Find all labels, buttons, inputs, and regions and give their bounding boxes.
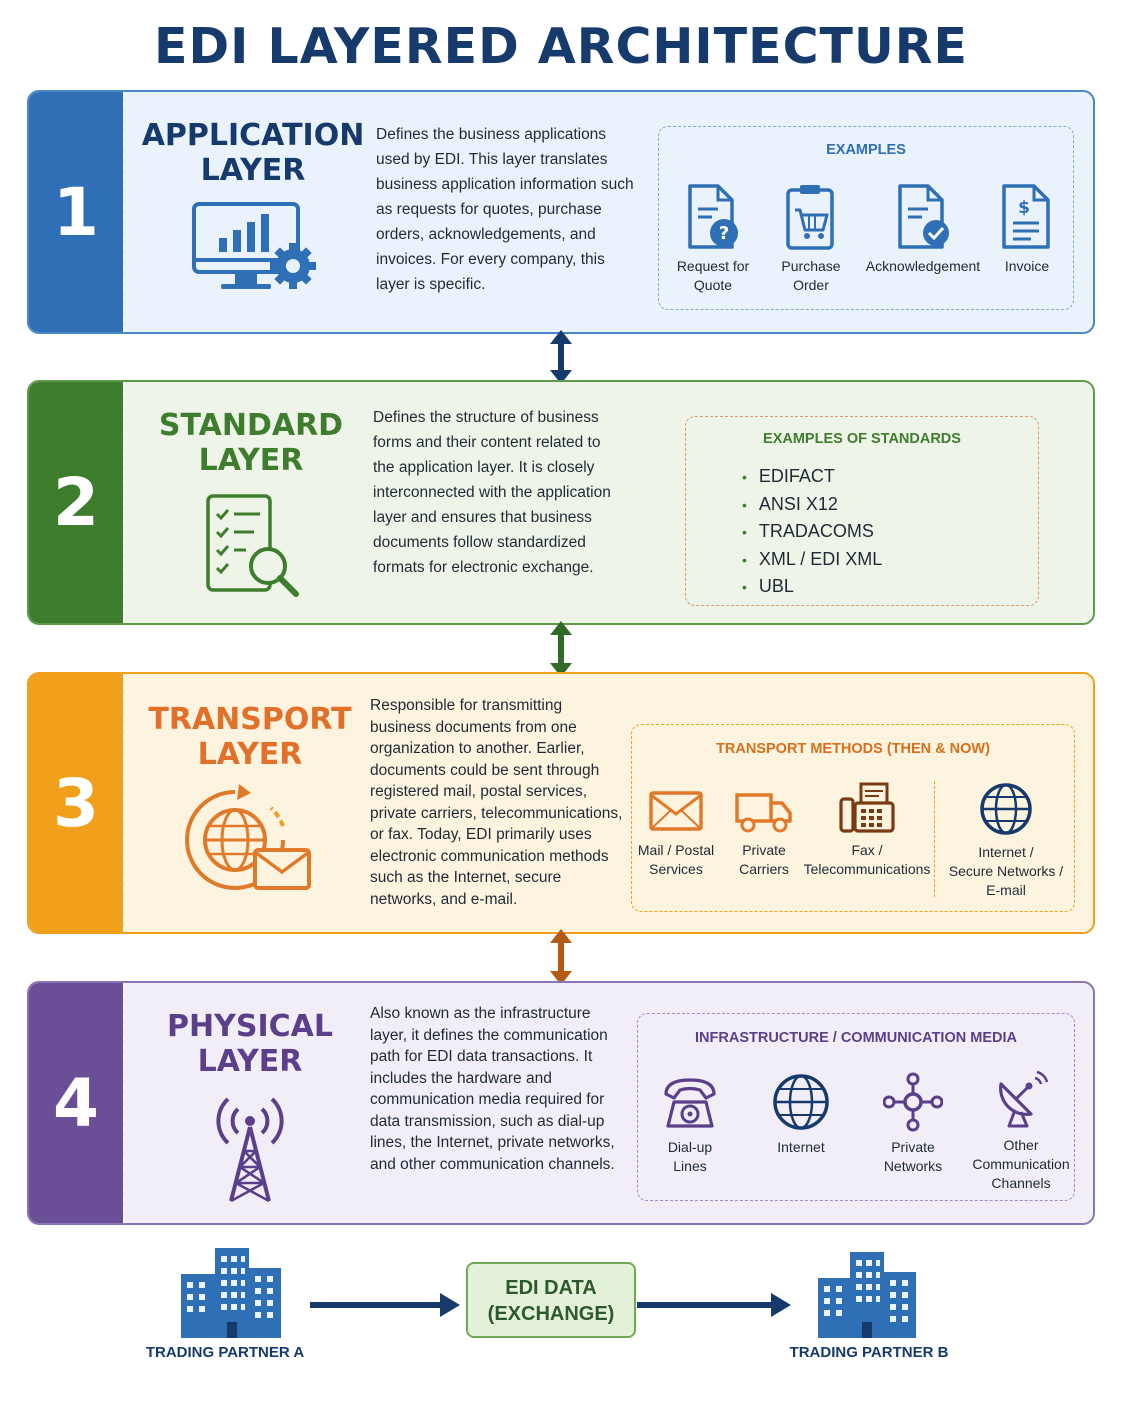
document-question-icon: [684, 183, 742, 251]
monitor-chart-gear-icon: [189, 198, 319, 298]
trading-partner-a-label: TRADING PARTNER A: [145, 1344, 305, 1361]
method-label: Fax /: [851, 842, 883, 858]
infrastructure-box: [637, 1013, 1075, 1201]
document-check-icon: [894, 183, 952, 251]
list-item: • XML / EDI XML: [742, 546, 882, 574]
example-label: Acknowledgement: [865, 258, 981, 274]
media-internet: [756, 1072, 846, 1157]
office-building-icon: [175, 1244, 285, 1338]
layer-number-2: 2: [29, 382, 123, 623]
method-label: Services: [649, 861, 703, 877]
media-dial-up: [648, 1072, 732, 1176]
media-label: Internet: [777, 1139, 825, 1155]
method-label: E-mail: [986, 882, 1026, 898]
divider: [123, 382, 125, 623]
list-item: • ANSI X12: [742, 491, 882, 519]
list-item: • EDIFACT: [742, 463, 882, 491]
method-fax: [802, 781, 932, 879]
layer-number-3: 3: [29, 674, 123, 932]
media-other-channels: [968, 1070, 1074, 1193]
method-internet: [938, 781, 1074, 900]
example-label: Request for: [676, 258, 750, 274]
layer-title: [135, 1009, 365, 1079]
svg-text:?: ?: [718, 223, 730, 244]
network-nodes-icon: [883, 1072, 943, 1132]
standards-list: [742, 463, 882, 601]
layer-number-1: 1: [29, 92, 123, 332]
examples-title: INFRASTRUCTURE / COMMUNICATION MEDIA: [695, 1030, 1017, 1046]
layer-title-line2: LAYER: [197, 737, 303, 772]
examples-title: EXAMPLES OF STANDARDS: [763, 431, 961, 447]
layer-description: Also known as the infrastructure layer, it defines the communication path for EDI data transactions. It includes the hardware and communication media required for data transmission, such as dial-up lines, the Internet, private networks, and other communication channels.: [370, 1005, 615, 1173]
method-label: Telecommunications: [803, 861, 931, 877]
media-label: Networks: [883, 1158, 943, 1174]
method-label: Carriers: [739, 861, 789, 877]
media-label: Channels: [991, 1175, 1051, 1191]
transport-layer-panel: [27, 672, 1095, 934]
examples-box: [658, 126, 1074, 310]
arrow-right-icon: [637, 1290, 793, 1320]
method-label: Secure Networks /: [948, 863, 1064, 879]
page-title: EDI LAYERED ARCHITECTURE: [154, 18, 968, 75]
layer-description: Defines the business applications used by EDI. This layer translates business application information such as requests for quotes, purchase orders, acknowledgements, and invoices. For every company, this layer is specific.: [376, 126, 634, 293]
example-label: Purchase: [781, 258, 841, 274]
examples-title: TRANSPORT METHODS (THEN & NOW): [716, 741, 990, 757]
globe-envelope-icon: [179, 784, 314, 899]
transport-methods-box: [631, 724, 1075, 912]
layer-title-line1: STANDARD: [158, 408, 344, 443]
media-private-networks: [868, 1072, 958, 1176]
layer-description: Responsible for transmitting business documents from one organization to another. Earlier, documents could be sent through registered mail, postal services, private carriers, telecommunications, or fax. Today, EDI primarily uses electronic communication methods such as the Internet, secure networks, and e-mail.: [370, 697, 623, 908]
satellite-dish-icon: [991, 1070, 1051, 1130]
layer-title-line2: LAYER: [197, 1044, 303, 1079]
examples-title: EXAMPLES: [826, 142, 906, 158]
physical-layer-panel: [27, 981, 1095, 1225]
application-layer-panel: [27, 90, 1095, 334]
example-label: Quote: [693, 277, 733, 293]
example-purchase-order: [763, 183, 859, 295]
example-label: Invoice: [1004, 258, 1050, 274]
media-label: Other: [1003, 1137, 1039, 1153]
edi-data-exchange-box: [466, 1262, 636, 1338]
trading-partner-b-label: TRADING PARTNER B: [789, 1344, 949, 1361]
layer-title-line1: TRANSPORT: [148, 702, 352, 737]
list-item: • TRADACOMS: [742, 518, 882, 546]
edi-exchange-label: (EXCHANGE): [487, 1303, 615, 1325]
telephone-icon: [660, 1072, 720, 1132]
layer-description: Defines the structure of business forms and their content related to the application layer. It is closely interconnected with the application layer and ensures that business documents follow standardized formats for electronic exchange.: [373, 409, 611, 576]
example-request-for-quote: [663, 183, 763, 295]
layer-title-line2: LAYER: [198, 443, 304, 478]
layer-title: [135, 702, 365, 772]
globe-icon: [771, 1072, 831, 1132]
method-label: Mail / Postal: [637, 842, 715, 858]
edi-data-label: EDI DATA: [505, 1277, 597, 1299]
example-acknowledgement: [863, 183, 983, 276]
layer-title-line2: LAYER: [200, 153, 306, 188]
method-label: Private: [742, 842, 786, 858]
media-label: Dial-up: [667, 1139, 713, 1155]
divider: [123, 983, 125, 1223]
layer-title-line1: APPLICATION: [141, 118, 365, 153]
example-label: Order: [793, 277, 829, 293]
clipboard-cart-icon: [782, 183, 840, 251]
example-invoice: [985, 183, 1069, 276]
layer-title: [136, 408, 366, 478]
bidirectional-arrow-icon: [546, 620, 576, 678]
layer-title-line1: PHYSICAL: [167, 1009, 333, 1044]
arrow-right-icon: [310, 1290, 462, 1320]
layer-number-4: 4: [29, 983, 123, 1223]
method-mail-postal: [632, 787, 720, 879]
list-item: • UBL: [742, 573, 882, 601]
layer-title: [138, 118, 368, 188]
method-label: Internet /: [978, 844, 1034, 860]
divider: [934, 781, 935, 897]
fax-icon: [837, 781, 897, 835]
method-private-carriers: [724, 787, 804, 879]
standards-box: [685, 416, 1039, 606]
media-label: Private: [891, 1139, 935, 1155]
document-dollar-icon: [998, 183, 1056, 251]
checklist-magnifier-icon: [204, 492, 304, 602]
bidirectional-arrow-icon: [546, 928, 576, 986]
envelope-icon: [648, 787, 704, 835]
divider: [123, 92, 125, 332]
bidirectional-arrow-icon: [546, 329, 576, 385]
standard-layer-panel: [27, 380, 1095, 625]
media-label: Communication: [972, 1156, 1070, 1172]
media-label: Lines: [673, 1158, 707, 1174]
svg-text:$: $: [1018, 198, 1030, 218]
globe-icon: [978, 781, 1034, 837]
office-building-icon: [814, 1250, 920, 1338]
antenna-tower-icon: [207, 1093, 293, 1205]
divider: [123, 674, 125, 932]
truck-icon: [734, 787, 794, 835]
